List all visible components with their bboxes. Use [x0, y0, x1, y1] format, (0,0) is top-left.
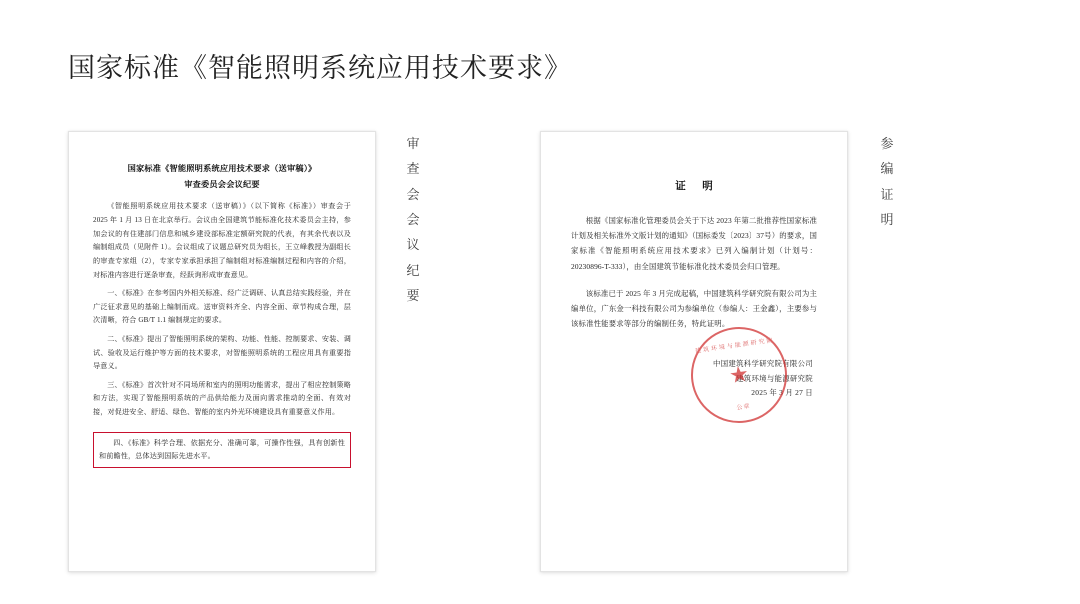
- meeting-minutes-document: [68, 131, 376, 572]
- side-label-certificate: [878, 131, 896, 232]
- side-label-char: 会: [406, 212, 420, 228]
- seal-top-text: 建筑环境与能源研究院: [694, 337, 775, 355]
- side-label-char: 会: [406, 186, 420, 202]
- seal-star-icon: ★: [727, 360, 751, 388]
- side-label-char: 证: [880, 186, 894, 202]
- side-label-char: 明: [880, 212, 894, 228]
- side-label-char: 参: [880, 136, 894, 151]
- side-label-char: 纪: [406, 262, 420, 278]
- side-label-char: 议: [406, 237, 420, 253]
- side-label-char: 编: [880, 161, 894, 177]
- certificate-title: 证 明: [675, 181, 720, 192]
- document-title: 国家标准《智能照明系统应用技术要求（送审稿）》: [127, 164, 317, 173]
- signature-department: 建筑环境与能源研究院: [736, 373, 813, 383]
- page-title: 国家标准《智能照明系统应用技术要求》: [68, 53, 572, 83]
- side-label-char: 审: [406, 136, 420, 151]
- seal-bottom-text: 公章: [736, 403, 751, 412]
- certificate-document: [540, 131, 848, 572]
- side-label-char: 要: [406, 288, 420, 304]
- certificate-paragraph-1: 根据《国家标准化管理委员会关于下达 2023 年第二批推荐性国家标准计划及相关标准外文版计划的通知》（国标委发〔2023〕37号）的要求，国家标准《智能照明系统应用技术要求》已列入编制计划（计划号：20230896-T-333），由全国建筑节能标准化技术委员会归口管理。: [571, 216, 817, 271]
- signature-organization: 中国建筑科学研究院有限公司: [713, 359, 813, 369]
- certificate-paragraph-2: 该标准已于 2025 年 3 月完成起稿，中国建筑科学研究院有限公司为主编单位，广东金一科技有限公司为参编单位（参编人：王金鑫），主要参与该标准性能要求等部分的编制任务，特此证明。: [571, 288, 817, 329]
- paragraph-intro: 《智能照明系统应用技术要求（送审稿）》（以下简称《标准》）审查会于 2025 年 1 月 13 日在北京举行。会议由全国建筑节能标准化技术委员会主持，参加会议的有住建部门信息和城乡建设部标准定额研究院的代表，有其余代表以及编制组成员（见附件 1）。会议组成了议题总研究员为组长，王立峰教授为副组长的审查专家组（2），专家专家承担承担了编制组对标准编制过程和内容的介绍，对标准内容进行逐条审查，经跃询形成审查意见。: [93, 202, 351, 279]
- highlighted-paragraph-box: [93, 432, 351, 468]
- paragraph-item-4: 四、《标准》科学合理、依据充分、准确可靠，可操作性强，具有创新性和前瞻性，总体达到国际先进水平。: [99, 438, 345, 461]
- signature-date: 2025 年 3 月 27 日: [751, 388, 813, 398]
- paragraph-item-1: 一、《标准》在参考国内外相关标准、经广泛调研、认真总结实践经验，并在广泛征求意见的基础上编制而成。送审资料齐全、内容全面、章节构成合理，层次清晰，符合 GB/T 1.1 编制规定的要求。: [93, 289, 351, 325]
- side-label-char: 查: [406, 161, 420, 177]
- side-label-meeting-minutes: [404, 131, 422, 308]
- paragraph-item-2: 二、《标准》提出了智能照明系统的架构、功能、性能、控制要求、安装、调试、验收及运行维护等方面的技术要求，对智能照明系统的工程应用具有重要指导意义。: [93, 334, 351, 371]
- paragraph-item-3: 三、《标准》首次针对不同场所和室内的照明功能需求，提出了相应控制策略和方法，实现了智能照明系统的产品供给能力及面向需求推动的全面、有效对接，对促进安全、舒适、绿色、智能的室内外光环境建设具有重要意义作用。: [93, 380, 351, 416]
- signature-block: [571, 337, 817, 412]
- document-subtitle: 审查委员会会议纪要: [184, 179, 260, 189]
